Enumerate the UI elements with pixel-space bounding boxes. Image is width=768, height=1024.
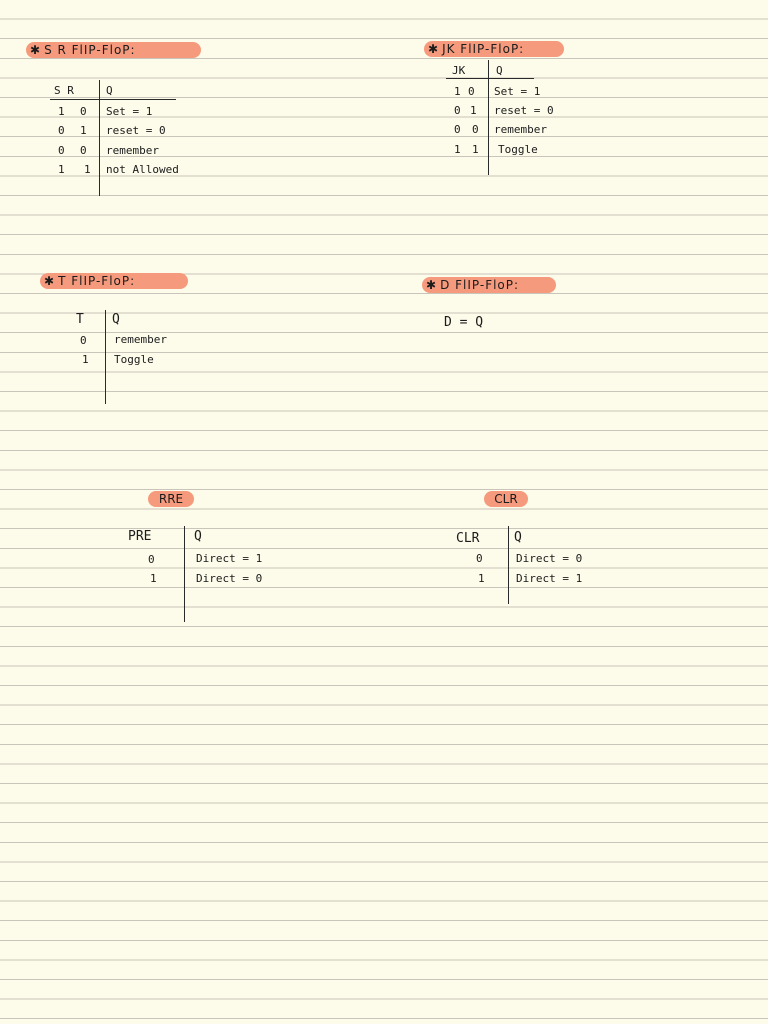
t-heading bbox=[40, 273, 188, 289]
jk-row-k: 0 bbox=[468, 85, 475, 98]
jk-header-line bbox=[446, 78, 534, 79]
sr-row-s: 0 bbox=[58, 124, 65, 137]
asterisk-icon: ✱ bbox=[44, 274, 56, 288]
jk-row-k: 1 bbox=[472, 143, 479, 156]
t-divider bbox=[105, 310, 106, 404]
jk-row-k: 0 bbox=[472, 123, 479, 136]
clr-divider bbox=[508, 526, 509, 604]
jk-row-j: 1 bbox=[454, 85, 461, 98]
t-row-t: 0 bbox=[80, 334, 87, 347]
jk-row-j: 1 bbox=[454, 143, 461, 156]
sr-row-q: not Allowed bbox=[106, 163, 179, 176]
d-equation: D = Q bbox=[444, 315, 484, 330]
sr-row-r: 0 bbox=[80, 105, 87, 118]
sr-heading bbox=[26, 42, 201, 58]
sr-title: S R FlIP-FloP: bbox=[44, 43, 136, 57]
clr-heading: CLR bbox=[484, 491, 528, 507]
t-title: T FlIP-FloP: bbox=[58, 274, 136, 288]
sr-row-s: 0 bbox=[58, 144, 65, 157]
sr-divider bbox=[99, 80, 100, 196]
clr-col-q: Q bbox=[514, 530, 522, 545]
d-title: D FlIP-FloP: bbox=[440, 278, 520, 292]
pre-heading: RRE bbox=[148, 491, 194, 507]
sr-row-r: 1 bbox=[80, 124, 87, 137]
d-heading bbox=[422, 277, 556, 293]
t-row-t: 1 bbox=[82, 353, 89, 366]
clr-row-v: 0 bbox=[476, 552, 483, 565]
jk-row-j: 0 bbox=[454, 104, 461, 117]
jk-col-q: Q bbox=[496, 64, 503, 77]
pre-col-input: PRE bbox=[128, 529, 152, 544]
jk-row-k: 1 bbox=[470, 104, 477, 117]
pre-row-v: 1 bbox=[150, 572, 157, 585]
jk-row-j: 0 bbox=[454, 123, 461, 136]
pre-divider bbox=[184, 526, 185, 622]
jk-row-q: Set = 1 bbox=[494, 85, 541, 98]
sr-row-q: remember bbox=[106, 144, 159, 157]
clr-row-v: 1 bbox=[478, 572, 485, 585]
sr-row-q: Set = 1 bbox=[106, 105, 153, 118]
jk-divider bbox=[488, 60, 489, 175]
sr-col-inputs: S R bbox=[54, 84, 74, 97]
t-row-q: Toggle bbox=[114, 353, 154, 366]
pre-row-v: 0 bbox=[148, 553, 155, 566]
jk-col-inputs: JK bbox=[452, 64, 466, 77]
jk-row-q: Toggle bbox=[498, 143, 538, 156]
asterisk-icon: ✱ bbox=[428, 42, 440, 56]
sr-row-r: 1 bbox=[84, 163, 91, 176]
sr-header-line bbox=[50, 99, 176, 100]
asterisk-icon: ✱ bbox=[426, 278, 438, 292]
sr-row-r: 0 bbox=[80, 144, 87, 157]
pre-col-q: Q bbox=[194, 529, 202, 544]
jk-row-q: reset = 0 bbox=[494, 104, 554, 117]
t-col-input: T bbox=[76, 312, 84, 327]
clr-row-q: Direct = 1 bbox=[516, 572, 583, 585]
sr-row-s: 1 bbox=[58, 163, 65, 176]
jk-title: JK FlIP-FloP: bbox=[442, 42, 525, 56]
pre-row-q: Direct = 1 bbox=[196, 552, 263, 565]
jk-heading bbox=[424, 41, 564, 57]
asterisk-icon: ✱ bbox=[30, 43, 42, 57]
pre-row-q: Direct = 0 bbox=[196, 572, 263, 585]
sr-row-s: 1 bbox=[58, 105, 65, 118]
sr-col-q: Q bbox=[106, 84, 113, 97]
t-row-q: remember bbox=[114, 333, 167, 346]
t-col-q: Q bbox=[112, 312, 120, 327]
sr-row-q: reset = 0 bbox=[106, 124, 166, 137]
clr-row-q: Direct = 0 bbox=[516, 552, 583, 565]
jk-row-q: remember bbox=[494, 123, 547, 136]
clr-col-input: CLR bbox=[456, 531, 480, 546]
